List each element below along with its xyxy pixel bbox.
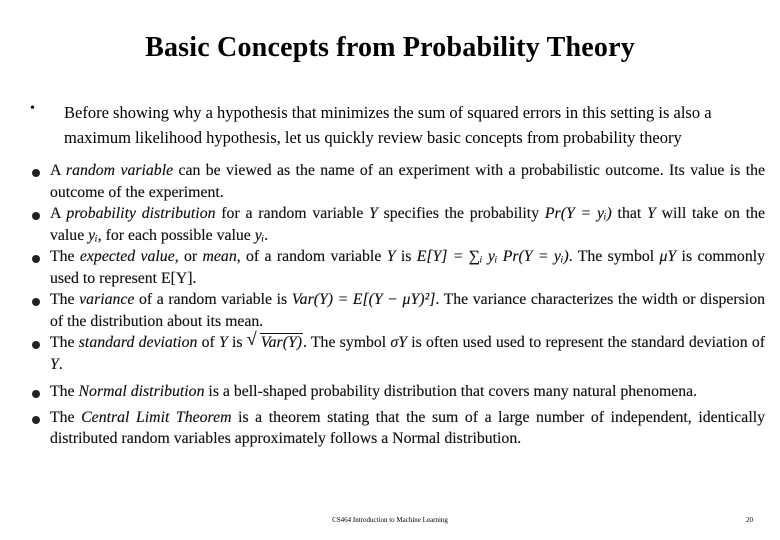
term: Normal distribution [78, 383, 205, 400]
bullet-icon [32, 390, 40, 398]
definition-random-variable [30, 160, 765, 203]
bullet-icon [32, 169, 40, 177]
radical-icon: √ [246, 329, 257, 349]
definition-central-limit-theorem [30, 407, 765, 450]
slide-title: Basic Concepts from Probability Theory [145, 32, 635, 63]
definition-standard-deviation [30, 329, 766, 375]
definition-expected-value [30, 246, 765, 289]
bullet-icon [32, 416, 40, 424]
page-number: 20 [746, 516, 753, 524]
term: random variable [65, 162, 174, 179]
definition-text: A random variable can be viewed as the name of an experiment with a probabilistic outcome. Its value is the outcome of the experiment. [50, 162, 765, 201]
term: probability distribution [66, 205, 216, 222]
symbol: μY [659, 248, 677, 265]
term: variance [79, 291, 135, 308]
symbol: σY [390, 334, 407, 351]
formula: Pr(Y = yᵢ) [544, 205, 612, 222]
definition-text: A probability distribution for a random variable Y specifies the probability Pr(Y = yᵢ) that Y will take on the value yᵢ, for each possible value yᵢ. [50, 205, 765, 244]
slide-footer: CS464 Introduction to Machine Learning [332, 516, 448, 524]
term: standard deviation [78, 334, 198, 351]
formula: E[Y] = ∑ᵢ yᵢ Pr(Y = yᵢ) [416, 248, 569, 265]
bullet-icon [32, 298, 40, 306]
intro-text: Before showing why a hypothesis that minimizes the sum of squared errors in this setting is also a maximum likelihood hypothesis, let us quickly review basic concepts from probability theory [64, 103, 712, 147]
definition-probability-distribution [30, 203, 765, 246]
formula: Var(Y) = E[(Y − μY)²] [291, 291, 436, 308]
bullet-icon [32, 212, 40, 220]
definition-text: The Normal distribution is a bell-shaped probability distribution that covers many natural phenomena. [50, 383, 698, 400]
definition-text: The standard deviation of Y is √ Var(Y). The symbol σY is often used used to represent the standard deviation of Y. [50, 329, 766, 373]
bullet-icon [32, 255, 40, 263]
definition-text: The Central Limit Theorem is a theorem stating that the sum of a large number of independent, identically distributed random variables approximately follows a Normal distribution. [50, 408, 765, 447]
scanned-definitions [30, 160, 765, 450]
bullet-icon [32, 341, 40, 349]
term: Central Limit Theorem [81, 408, 232, 426]
definition-text: The expected value, or mean, of a random variable Y is E[Y] = ∑ᵢ yᵢ Pr(Y = yᵢ). The symbol μY is commonly used to represent E[Y]. [50, 248, 766, 287]
square-root-formula: √ Var(Y) [246, 329, 303, 351]
definition-text: The variance of a random variable is Var(Y) = E[(Y − μY)²]. The variance characterizes the width or dispersion of the distribution about its mean. [50, 291, 765, 330]
definition-normal-distribution [30, 381, 765, 403]
definition-variance [30, 289, 765, 332]
intro-bullet-item [30, 100, 765, 150]
term: expected value [79, 248, 175, 265]
bullet-marker: • [30, 101, 35, 116]
